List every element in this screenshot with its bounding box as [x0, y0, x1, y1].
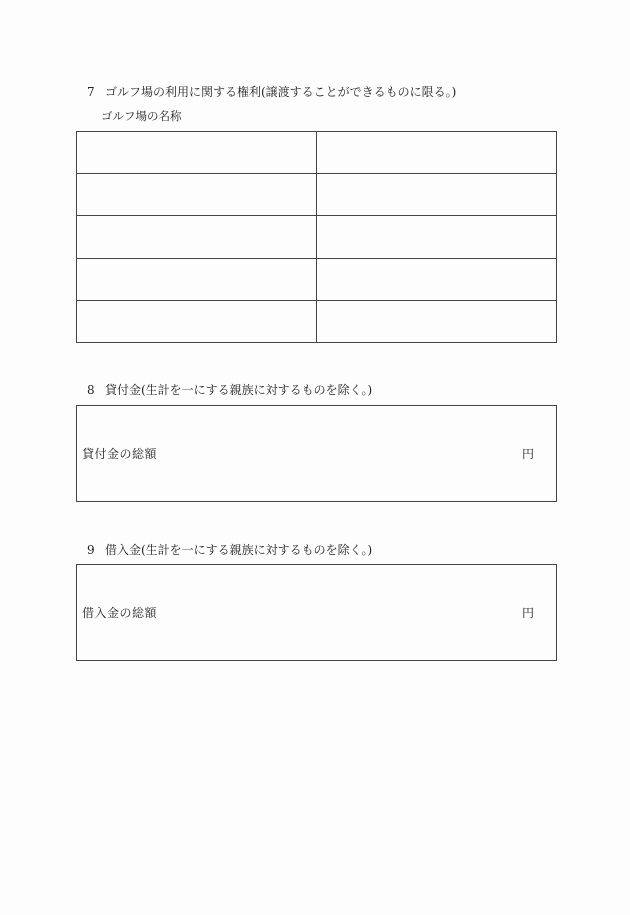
section-7-number: 7 — [87, 85, 95, 99]
table-row — [77, 174, 557, 216]
loans-payable-total-label: 借入金の総額 — [82, 606, 158, 620]
golf-course-name-cell[interactable] — [77, 216, 317, 258]
golf-course-value-cell[interactable] — [317, 132, 557, 174]
section-9-title: 借入金(生計を一にする親族に対するものを除く。) — [105, 543, 373, 557]
loans-payable-box[interactable] — [76, 564, 557, 661]
loans-receivable-box[interactable] — [76, 405, 557, 502]
section-9-number: 9 — [87, 543, 95, 557]
section-7-title: ゴルフ場の利用に関する権利(譲渡することができるものに限る。) — [105, 85, 457, 99]
table-row — [77, 300, 557, 342]
section-7-heading — [87, 85, 456, 99]
table-row — [77, 216, 557, 258]
yen-unit: 円 — [521, 606, 534, 620]
golf-course-name-label: ゴルフ場の名称 — [101, 109, 182, 123]
golf-course-name-cell[interactable] — [77, 132, 317, 174]
golf-course-value-cell[interactable] — [317, 216, 557, 258]
yen-unit: 円 — [521, 447, 534, 461]
golf-course-name-cell[interactable] — [77, 258, 317, 300]
golf-course-name-cell[interactable] — [77, 300, 317, 342]
section-8-title: 貸付金(生計を一にする親族に対するものを除く。) — [105, 383, 373, 397]
golf-course-table — [76, 131, 557, 343]
loans-receivable-total-label: 貸付金の総額 — [82, 447, 158, 461]
golf-course-value-cell[interactable] — [317, 258, 557, 300]
table-row — [77, 132, 557, 174]
golf-course-value-cell[interactable] — [317, 174, 557, 216]
section-8-heading — [87, 383, 372, 397]
golf-course-value-cell[interactable] — [317, 300, 557, 342]
table-row — [77, 258, 557, 300]
section-8-number: 8 — [87, 383, 95, 397]
golf-course-name-cell[interactable] — [77, 174, 317, 216]
section-9-heading — [87, 543, 372, 557]
